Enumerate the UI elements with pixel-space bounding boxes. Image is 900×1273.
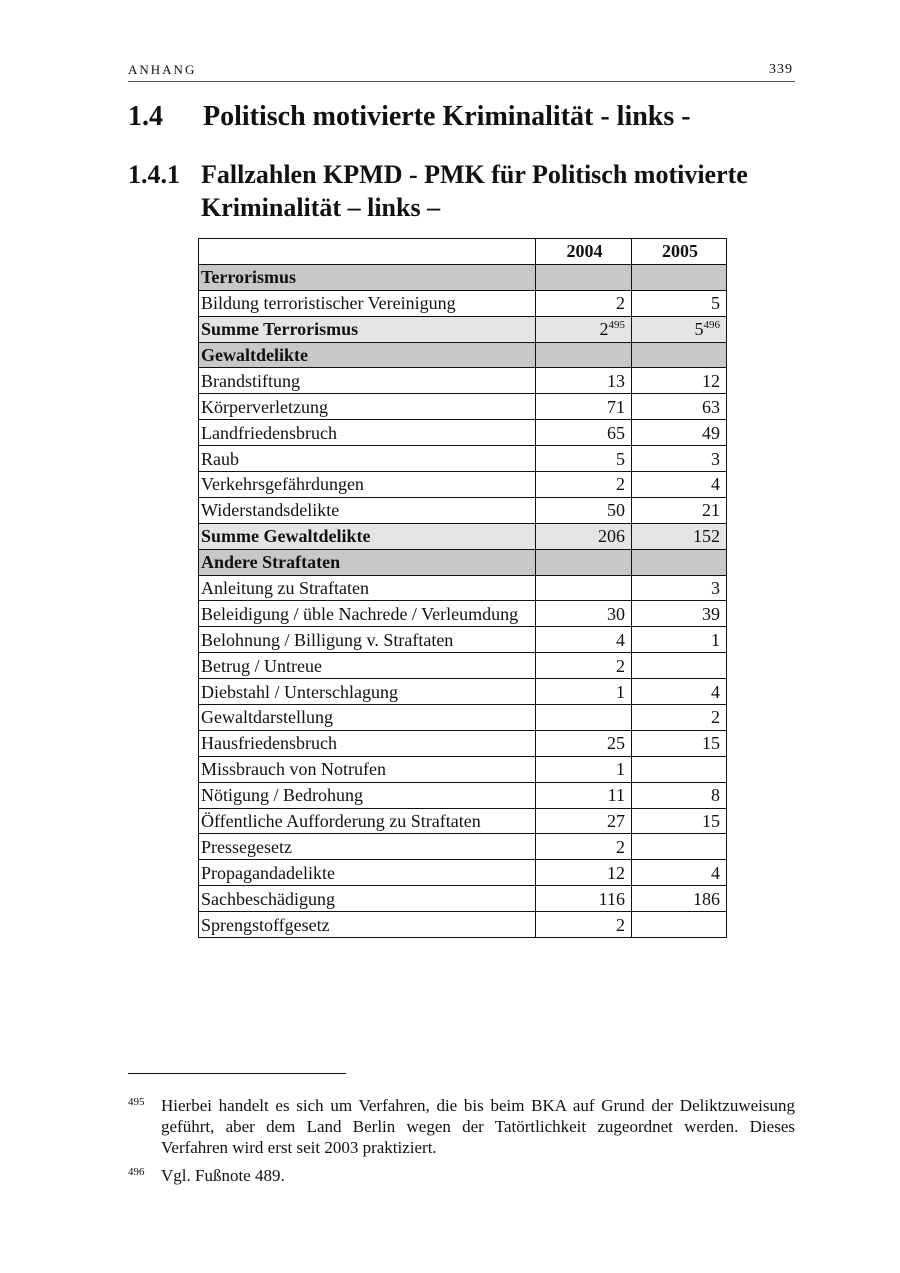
table-row bbox=[199, 394, 727, 420]
cell-2005-value: 2 bbox=[711, 707, 720, 728]
cell-2005 bbox=[632, 653, 727, 679]
cell-2004 bbox=[536, 730, 632, 756]
cell-2004 bbox=[536, 705, 632, 731]
row-label: Terrorismus bbox=[199, 264, 536, 290]
table-row bbox=[199, 705, 727, 731]
cell-2004 bbox=[536, 523, 632, 549]
cell-2005 bbox=[632, 912, 727, 938]
row-label: Nötigung / Bedrohung bbox=[199, 782, 536, 808]
cell-2004-value: 71 bbox=[607, 396, 625, 417]
row-label: Verkehrsgefährdungen bbox=[199, 472, 536, 498]
cell-2004 bbox=[536, 575, 632, 601]
table-row bbox=[199, 782, 727, 808]
cell-2004 bbox=[536, 368, 632, 394]
cell-2005 bbox=[632, 834, 727, 860]
cell-2004-value: 25 bbox=[607, 733, 625, 754]
cell-2004-value: 2 bbox=[616, 474, 625, 495]
header-cell-2004: 2004 bbox=[536, 239, 632, 265]
row-label: Bildung terroristischer Vereinigung bbox=[199, 290, 536, 316]
case-count-table bbox=[198, 238, 727, 938]
row-label: Missbrauch von Notrufen bbox=[199, 756, 536, 782]
cell-2004 bbox=[536, 394, 632, 420]
footnote-text: Hierbei handelt es sich um Verfahren, die bis beim BKA auf Grund der Deliktzuweisung geführt, aber dem Land Berlin wegen der Tatörtlichkeit zugeordnet werden. Dieses Verfahren wird erst seit 2003 praktiziert. bbox=[161, 1096, 795, 1157]
row-label: Widerstandsdelikte bbox=[199, 497, 536, 523]
table-row bbox=[199, 730, 727, 756]
table-row bbox=[199, 601, 727, 627]
table-section-row bbox=[199, 264, 727, 290]
row-label: Landfriedensbruch bbox=[199, 420, 536, 446]
cell-2004 bbox=[536, 264, 632, 290]
cell-2005 bbox=[632, 756, 727, 782]
cell-2004 bbox=[536, 497, 632, 523]
cell-2005-value: 63 bbox=[702, 396, 720, 417]
table-header-row bbox=[199, 239, 727, 265]
cell-2005 bbox=[632, 730, 727, 756]
cell-2004 bbox=[536, 420, 632, 446]
cell-2005-value: 186 bbox=[693, 888, 720, 909]
row-label: Körperverletzung bbox=[199, 394, 536, 420]
section-heading bbox=[128, 101, 691, 133]
row-label: Sprengstoffgesetz bbox=[199, 912, 536, 938]
subsection-number: 1.4.1 bbox=[128, 160, 180, 189]
table-row bbox=[199, 886, 727, 912]
cell-2005 bbox=[632, 575, 727, 601]
cell-2004-value: 116 bbox=[598, 888, 625, 909]
cell-2004-value: 11 bbox=[607, 785, 625, 806]
cell-2005 bbox=[632, 368, 727, 394]
cell-2004 bbox=[536, 912, 632, 938]
cell-2005 bbox=[632, 290, 727, 316]
row-label: Brandstiftung bbox=[199, 368, 536, 394]
cell-2005 bbox=[632, 420, 727, 446]
header-cell-label bbox=[199, 239, 536, 265]
footnote-separator bbox=[128, 1073, 346, 1074]
cell-2004 bbox=[536, 834, 632, 860]
table-row bbox=[199, 679, 727, 705]
footnote-mark: 496 bbox=[128, 1166, 145, 1178]
cell-2004-value: 206 bbox=[598, 526, 625, 547]
cell-2004-value: 2 bbox=[616, 655, 625, 676]
row-label: Summe Terrorismus bbox=[199, 316, 536, 342]
table-row bbox=[199, 756, 727, 782]
running-head-section: ANHANG bbox=[128, 62, 197, 77]
cell-2004-value: 4 bbox=[616, 629, 625, 650]
cell-2004-value: 1 bbox=[616, 681, 625, 702]
table-row bbox=[199, 653, 727, 679]
table-sum-row bbox=[199, 523, 727, 549]
cell-2005-value: 15 bbox=[702, 811, 720, 832]
cell-2005 bbox=[632, 679, 727, 705]
cell-2005 bbox=[632, 446, 727, 472]
cell-2005 bbox=[632, 342, 727, 368]
cell-2005-value: 4 bbox=[711, 862, 720, 883]
cell-2004-value: 13 bbox=[607, 370, 625, 391]
cell-2005 bbox=[632, 549, 727, 575]
cell-2005-value: 3 bbox=[711, 448, 720, 469]
cell-2004-value: 30 bbox=[607, 603, 625, 624]
cell-2004 bbox=[536, 860, 632, 886]
row-label: Gewaltdarstellung bbox=[199, 705, 536, 731]
cell-2004-value: 1 bbox=[616, 759, 625, 780]
row-label: Anleitung zu Straftaten bbox=[199, 575, 536, 601]
table-body bbox=[199, 239, 727, 938]
cell-2004 bbox=[536, 653, 632, 679]
row-label: Hausfriedensbruch bbox=[199, 730, 536, 756]
cell-2005-value: 152 bbox=[693, 526, 720, 547]
table-row bbox=[199, 575, 727, 601]
table-row bbox=[199, 627, 727, 653]
cell-2005-value: 49 bbox=[702, 422, 720, 443]
cell-2005-value: 39 bbox=[702, 603, 720, 624]
section-number: 1.4 bbox=[128, 101, 163, 132]
row-label: Summe Gewaltdelikte bbox=[199, 523, 536, 549]
cell-2004 bbox=[536, 549, 632, 575]
cell-2005 bbox=[632, 264, 727, 290]
row-label: Gewaltdelikte bbox=[199, 342, 536, 368]
row-label: Propagandadelikte bbox=[199, 860, 536, 886]
cell-2005-value: 4 bbox=[711, 474, 720, 495]
cell-2005 bbox=[632, 394, 727, 420]
cell-2005 bbox=[632, 472, 727, 498]
cell-2005 bbox=[632, 316, 727, 342]
cell-2004 bbox=[536, 316, 632, 342]
subsection-title: Fallzahlen KPMD - PMK für Politisch motivierte Kriminalität – links – bbox=[201, 160, 748, 222]
cell-2005 bbox=[632, 886, 727, 912]
cell-2004-value: 65 bbox=[607, 422, 625, 443]
page-number: 339 bbox=[769, 62, 793, 77]
cell-2005 bbox=[632, 523, 727, 549]
table-row bbox=[199, 420, 727, 446]
table-row bbox=[199, 290, 727, 316]
header-cell-2005: 2005 bbox=[632, 239, 727, 265]
row-label: Diebstahl / Unterschlagung bbox=[199, 679, 536, 705]
cell-2004-value: 2 bbox=[616, 914, 625, 935]
row-label: Pressegesetz bbox=[199, 834, 536, 860]
row-label: Betrug / Untreue bbox=[199, 653, 536, 679]
cell-2004-value: 5 bbox=[616, 448, 625, 469]
cell-2005-value: 21 bbox=[702, 500, 720, 521]
footnote-mark: 495 bbox=[128, 1096, 145, 1108]
cell-2005 bbox=[632, 497, 727, 523]
cell-2005 bbox=[632, 601, 727, 627]
table-row bbox=[199, 834, 727, 860]
table-row bbox=[199, 472, 727, 498]
section-title: Politisch motivierte Kriminalität - links - bbox=[203, 101, 691, 132]
running-head bbox=[128, 62, 795, 82]
cell-2005-value: 1 bbox=[711, 629, 720, 650]
cell-2004-value: 2 bbox=[616, 836, 625, 857]
table-row bbox=[199, 860, 727, 886]
table-row bbox=[199, 497, 727, 523]
cell-2004-value: 2 bbox=[599, 319, 609, 340]
cell-2005 bbox=[632, 808, 727, 834]
row-label: Beleidigung / üble Nachrede / Verleumdung bbox=[199, 601, 536, 627]
cell-2005-value: 5 bbox=[711, 293, 720, 314]
row-label: Raub bbox=[199, 446, 536, 472]
table-row bbox=[199, 912, 727, 938]
cell-2005-value: 12 bbox=[702, 370, 720, 391]
cell-2004 bbox=[536, 472, 632, 498]
cell-2004 bbox=[536, 808, 632, 834]
row-label: Belohnung / Billigung v. Straftaten bbox=[199, 627, 536, 653]
row-label: Öffentliche Aufforderung zu Straftaten bbox=[199, 808, 536, 834]
row-label: Andere Straftaten bbox=[199, 549, 536, 575]
cell-2004 bbox=[536, 446, 632, 472]
cell-2004-value: 2 bbox=[616, 293, 625, 314]
cell-2005-value: 8 bbox=[711, 785, 720, 806]
table-row bbox=[199, 808, 727, 834]
cell-2004-value: 12 bbox=[607, 862, 625, 883]
cell-2004 bbox=[536, 679, 632, 705]
footnote-reference: 495 bbox=[608, 319, 625, 332]
cell-2005-value: 3 bbox=[711, 578, 720, 599]
footnote-text: Vgl. Fußnote 489. bbox=[161, 1166, 285, 1185]
table-sum-row bbox=[199, 316, 727, 342]
footnote-reference: 496 bbox=[703, 319, 720, 332]
cell-2005 bbox=[632, 860, 727, 886]
cell-2004-value: 27 bbox=[607, 811, 625, 832]
cell-2005-value: 5 bbox=[694, 319, 704, 340]
table-row bbox=[199, 368, 727, 394]
table-section-row bbox=[199, 342, 727, 368]
cell-2005 bbox=[632, 782, 727, 808]
table-section-row bbox=[199, 549, 727, 575]
cell-2004 bbox=[536, 782, 632, 808]
footnote-496 bbox=[128, 1165, 795, 1186]
cell-2004 bbox=[536, 886, 632, 912]
cell-2005 bbox=[632, 705, 727, 731]
cell-2005 bbox=[632, 627, 727, 653]
cell-2005-value: 4 bbox=[711, 681, 720, 702]
cell-2004 bbox=[536, 756, 632, 782]
footnote-495 bbox=[128, 1095, 795, 1158]
cell-2004 bbox=[536, 342, 632, 368]
cell-2004 bbox=[536, 601, 632, 627]
row-label: Sachbeschädigung bbox=[199, 886, 536, 912]
cell-2004 bbox=[536, 627, 632, 653]
cell-2004-value: 50 bbox=[607, 500, 625, 521]
cell-2004 bbox=[536, 290, 632, 316]
table-row bbox=[199, 446, 727, 472]
cell-2005-value: 15 bbox=[702, 733, 720, 754]
